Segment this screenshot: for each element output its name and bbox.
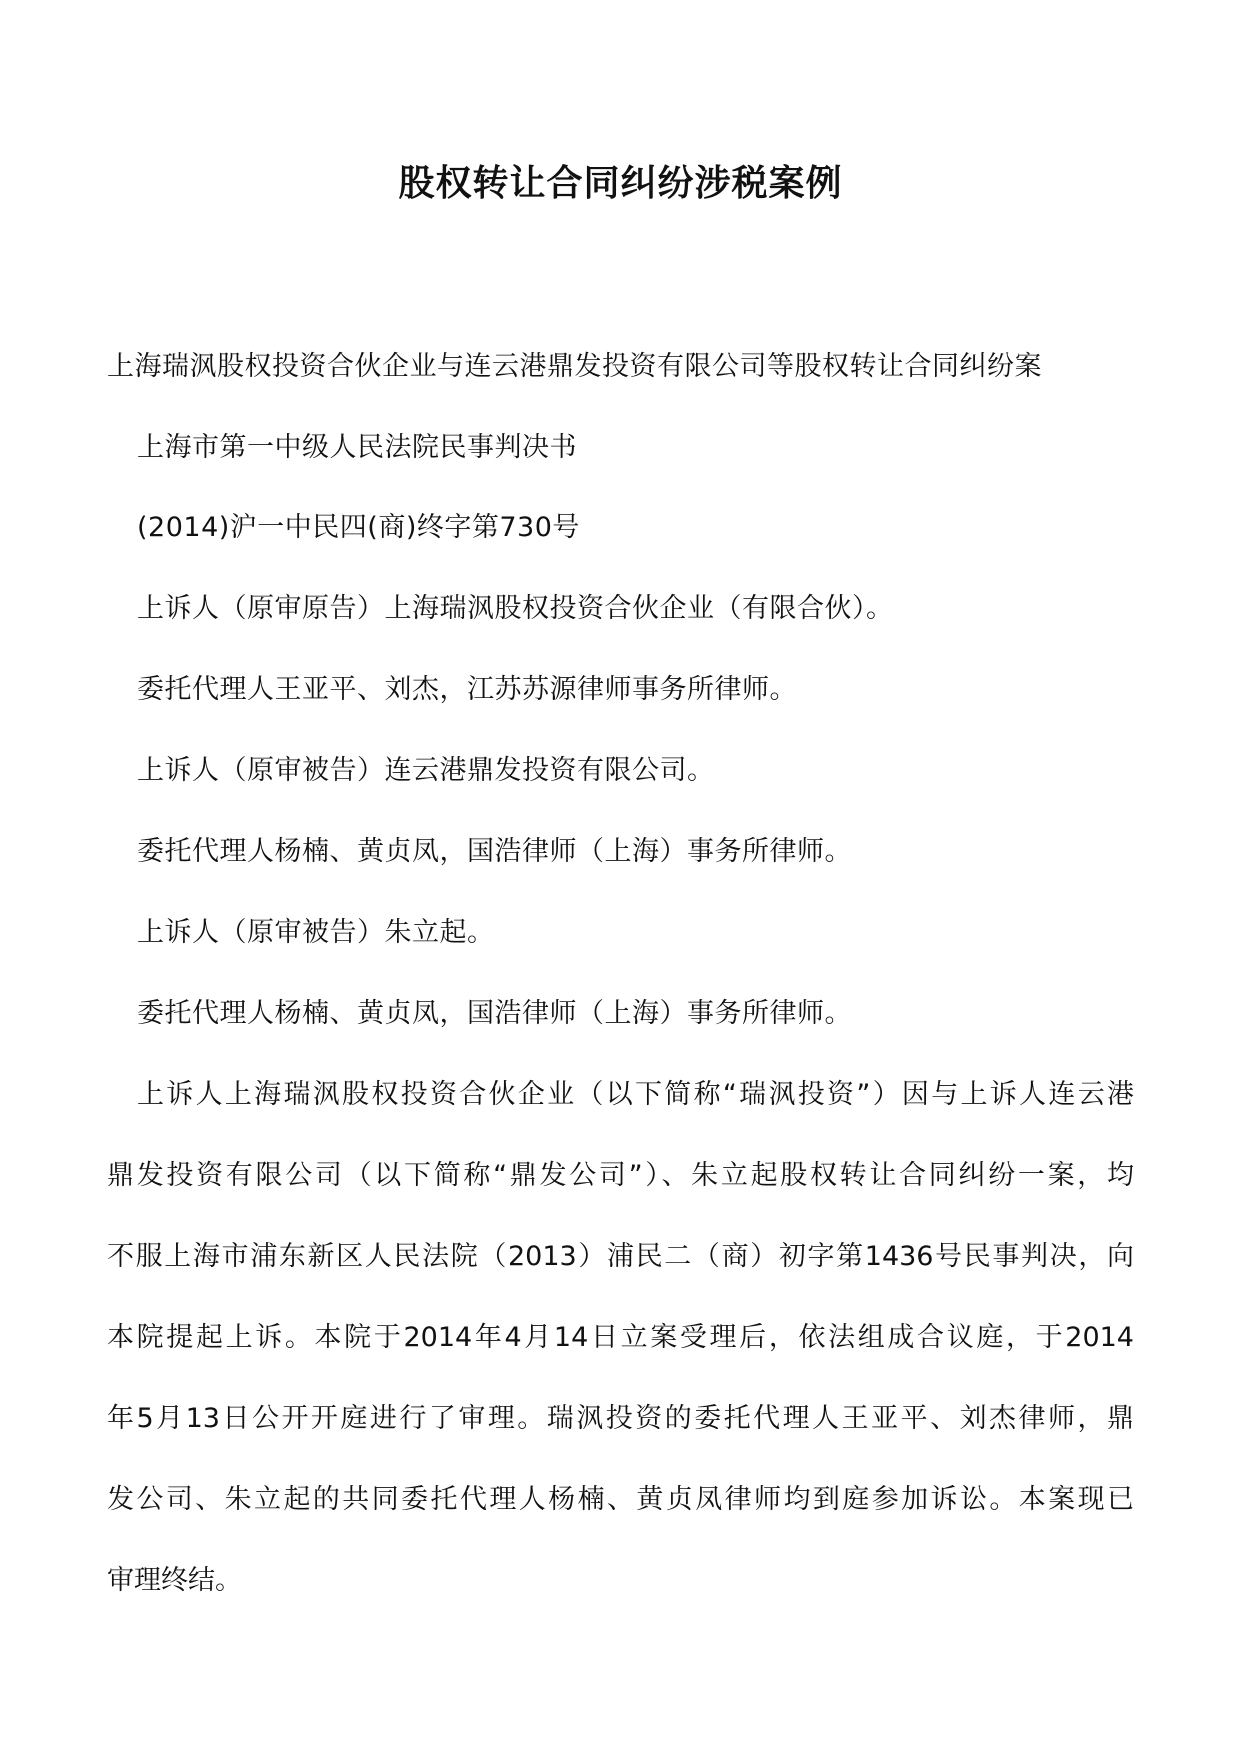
- case-name: 上海瑞沨股权投资合伙企业与连云港鼎发投资有限公司等股权转让合同纠纷案: [107, 351, 1042, 382]
- paragraph-line: 鼎发投资有限公司（以下简称“鼎发公司”）、朱立起股权转让合同纠纷一案，均: [107, 1160, 1134, 1191]
- case-number: (2014)沪一中民四(商)终字第730号: [137, 512, 580, 543]
- appellant-2: 上诉人（原审被告）连云港鼎发投资有限公司。: [137, 755, 715, 786]
- appellant-3: 上诉人（原审被告）朱立起。: [137, 917, 495, 948]
- paragraph-line: 发公司、朱立起的共同委托代理人杨楠、黄贞凤律师均到庭参加诉讼。本案现已: [107, 1484, 1134, 1515]
- appellant-1-agent: 委托代理人王亚平、刘杰，江苏苏源律师事务所律师。: [137, 674, 797, 705]
- paragraph-line: 上诉人上海瑞沨股权投资合伙企业（以下简称“瑞沨投资”）因与上诉人连云港: [137, 1079, 1134, 1110]
- appellant-2-agent: 委托代理人杨楠、黄贞凤，国浩律师（上海）事务所律师。: [137, 836, 852, 867]
- document-title: 股权转让合同纠纷涉税案例: [398, 162, 843, 204]
- paragraph-line: 审理终结。: [107, 1565, 242, 1596]
- paragraph-line: 本院提起上诉。本院于2014年4月14日立案受理后，依法组成合议庭，于2014: [107, 1322, 1134, 1353]
- paragraph-line: 不服上海市浦东新区人民法院（2013）浦民二（商）初字第1436号民事判决，向: [107, 1241, 1134, 1272]
- appellant-1: 上诉人（原审原告）上海瑞沨股权投资合伙企业（有限合伙）。: [137, 593, 894, 624]
- appellant-3-agent: 委托代理人杨楠、黄贞凤，国浩律师（上海）事务所律师。: [137, 998, 852, 1029]
- paragraph-line: 年5月13日公开开庭进行了审理。瑞沨投资的委托代理人王亚平、刘杰律师，鼎: [107, 1403, 1134, 1434]
- court-judgment-heading: 上海市第一中级人民法院民事判决书: [137, 432, 577, 463]
